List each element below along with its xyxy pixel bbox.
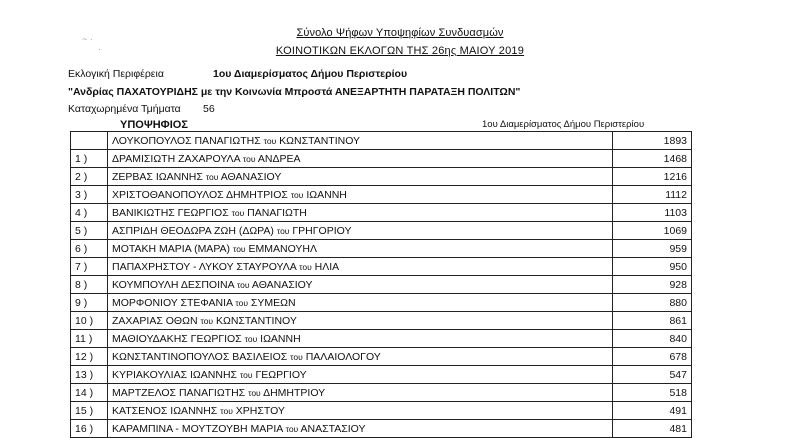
table-row xyxy=(71,366,692,384)
candidate-votes: 840 xyxy=(613,330,692,348)
of-word: του xyxy=(276,225,290,236)
candidate-name xyxy=(108,168,613,186)
candidate-father: ΕΜΜΑΝΟΥΗΛ xyxy=(248,242,318,255)
table-row xyxy=(71,240,692,258)
candidate-surname: ΑΣΠΡΙΔΗ ΘΕΟΔΩΡΑ ΖΩΗ (ΔΩΡΑ) xyxy=(112,224,274,237)
candidate-father: ΗΛΙΑ xyxy=(314,260,340,273)
candidate-father: ΙΩΑΝΝΗ xyxy=(260,332,301,345)
candidate-surname: ΖΑΧΑΡΙΑΣ ΟΘΩΝ xyxy=(112,314,198,327)
candidate-surname: ΒΑΝΙΚΙΩΤΗΣ ΓΕΩΡΓΙΟΣ xyxy=(112,206,229,219)
column-header-district: 1ου Διαμερίσματος Δήμου Περιστερίου xyxy=(482,119,645,130)
row-number: 14 ) xyxy=(71,384,108,402)
candidate-votes: 491 xyxy=(613,402,692,420)
row-number: 5 ) xyxy=(71,222,108,240)
candidate-name xyxy=(108,420,613,438)
table-row xyxy=(71,204,692,222)
table-row xyxy=(71,168,692,186)
candidate-votes: 678 xyxy=(613,348,692,366)
candidate-name xyxy=(108,222,613,240)
table-row xyxy=(71,348,692,366)
row-number: 13 ) xyxy=(71,366,108,384)
candidate-name xyxy=(108,402,613,420)
candidate-name xyxy=(108,258,613,276)
candidate-father: ΠΑΝΑΓΙΩΤΗ xyxy=(247,206,307,219)
row-number: 3 ) xyxy=(71,186,108,204)
candidate-father: ΑΘΑΝΑΣΙΟΥ xyxy=(251,278,313,291)
candidate-name xyxy=(108,240,613,258)
table-row xyxy=(71,222,692,240)
combination-name: "Ανδρίας ΠΑΧΑΤΟΥΡΙΔΗΣ με την Κοινωνία Μπροστά ΑΝΕΞΑΡΤΗΤΗ ΠΑΡΑΤΑΞΗ ΠΟΛΙΤΩΝ" xyxy=(68,86,521,98)
candidate-votes: 547 xyxy=(613,366,692,384)
of-word: του xyxy=(244,333,258,344)
candidate-surname: ΧΡΙΣΤΟΘΑΝΟΠΟΥΛΟΣ ΔΗΜΗΤΡΙΟΣ xyxy=(112,188,288,201)
table-row xyxy=(71,384,692,402)
candidate-father: ΓΡΗΓΟΡΙΟΥ xyxy=(292,224,352,237)
of-word: του xyxy=(263,135,277,146)
candidate-surname: ΔΡΑΜΙΣΙΩΤΗ ΖΑΧΑΡΟΥΛΑ xyxy=(112,152,240,165)
candidate-name xyxy=(108,312,613,330)
candidate-surname: ΛΟΥΚΟΠΟΥΛΟΣ ΠΑΝΑΓΙΩΤΗΣ xyxy=(112,134,261,147)
table-row xyxy=(71,294,692,312)
candidate-surname: ΚΩΝΣΤΑΝΤΙΝΟΠΟΥΛΟΣ ΒΑΣΙΛΕΙΟΣ xyxy=(112,350,288,363)
row-number: 1 ) xyxy=(71,150,108,168)
candidate-votes: 1216 xyxy=(613,168,692,186)
candidate-votes: 880 xyxy=(613,294,692,312)
candidate-name xyxy=(108,330,613,348)
candidate-surname: ΚΑΤΣΕΝΟΣ ΙΩΑΝΝΗΣ xyxy=(112,404,218,417)
margin-mark: ~ · xyxy=(82,34,93,44)
candidate-father: ΚΩΝΣΤΑΝΤΙΝΟΥ xyxy=(216,314,297,327)
candidate-votes: 1468 xyxy=(613,150,692,168)
document-title: Σύνολο Ψήφων Υποψηφίων Συνδυασμών xyxy=(296,27,504,39)
document-subtitle: ΚΟΙΝΟΤΙΚΩΝ ΕΚΛΟΓΩΝ ΤΗΣ 26ης ΜΑΙΟΥ 2019 xyxy=(275,45,525,57)
of-word: του xyxy=(242,153,256,164)
of-word: του xyxy=(200,315,214,326)
candidate-surname: ΠΑΠΑΧΡΗΣΤΟΥ - ΛΥΚΟΥ ΣΤΑΥΡΟΥΛΑ xyxy=(112,260,297,273)
row-number: 11 ) xyxy=(71,330,108,348)
candidate-father: ΚΩΝΣΤΑΝΤΙΝΟΥ xyxy=(279,134,361,147)
row-number: 16 ) xyxy=(71,420,108,438)
candidate-name xyxy=(108,348,613,366)
candidate-name xyxy=(108,150,613,168)
region-label: Εκλογική Περιφέρεια xyxy=(68,68,164,80)
candidate-name xyxy=(108,186,613,204)
of-word: του xyxy=(285,423,299,434)
sections-value: 56 xyxy=(203,103,215,115)
candidate-father: ΓΕΩΡΓΙΟΥ xyxy=(255,368,307,381)
region-value: 1ου Διαμερίσματος Δήμου Περιστερίου xyxy=(213,68,408,80)
candidate-father: ΔΗΜΗΤΡΙΟΥ xyxy=(263,386,326,399)
candidate-votes: 518 xyxy=(613,384,692,402)
row-number: 6 ) xyxy=(71,240,108,258)
table-row xyxy=(71,312,692,330)
results-table xyxy=(70,131,692,438)
of-word: του xyxy=(248,387,261,398)
of-word: του xyxy=(290,351,303,362)
of-word: του xyxy=(232,243,246,254)
of-word: του xyxy=(299,261,312,272)
candidate-votes: 481 xyxy=(613,420,692,438)
of-word: του xyxy=(235,297,248,308)
table-row xyxy=(71,186,692,204)
candidate-father: ΑΝΑΣΤΑΣΙΟΥ xyxy=(300,422,366,435)
candidate-name xyxy=(108,276,613,294)
column-header-candidate: ΥΠΟΨΗΦΙΟΣ xyxy=(120,119,188,131)
table-row xyxy=(71,276,692,294)
of-word: του xyxy=(220,405,233,416)
candidate-surname: ΖΕΡΒΑΣ ΙΩΑΝΝΗΣ xyxy=(112,170,203,183)
table-row xyxy=(71,330,692,348)
table-row xyxy=(71,402,692,420)
candidate-father: ΣΥΜΕΩΝ xyxy=(250,296,296,309)
row-number: 2 ) xyxy=(71,168,108,186)
row-number: 8 ) xyxy=(71,276,108,294)
candidate-surname: ΜΑΘΙΟΥΔΑΚΗΣ ΓΕΩΡΓΙΟΣ xyxy=(112,332,242,345)
candidate-votes: 861 xyxy=(613,312,692,330)
candidate-name xyxy=(108,384,613,402)
candidate-father: ΑΘΑΝΑΣΙΟΥ xyxy=(220,170,282,183)
row-number: 4 ) xyxy=(71,204,108,222)
candidate-votes: 1069 xyxy=(613,222,692,240)
candidate-votes: 950 xyxy=(613,258,692,276)
of-word: του xyxy=(290,189,304,200)
candidate-name xyxy=(108,294,613,312)
candidate-votes: 1112 xyxy=(613,186,692,204)
candidate-votes: 928 xyxy=(613,276,692,294)
candidate-surname: ΚΑΡΑΜΠΙΝΑ - ΜΟΥΤΖΟΥΒΗ ΜΑΡΙΑ xyxy=(112,422,283,435)
candidate-surname: ΜΑΡΤΖΕΛΟΣ ΠΑΝΑΓΙΩΤΗΣ xyxy=(112,386,246,399)
candidate-name xyxy=(108,204,613,222)
candidate-name xyxy=(108,366,613,384)
candidate-father: ΙΩΑΝΝΗ xyxy=(306,188,347,201)
candidate-surname: ΚΟΥΜΠΟΥΛΗ ΔΕΣΠΟΙΝΑ xyxy=(112,278,235,291)
candidate-father: ΧΡΗΣΤΟΥ xyxy=(235,404,285,417)
table-row xyxy=(71,150,692,168)
candidate-votes: 1103 xyxy=(613,204,692,222)
row-number: 10 ) xyxy=(71,312,108,330)
row-number: 15 ) xyxy=(71,402,108,420)
table-row xyxy=(71,258,692,276)
row-number: 9 ) xyxy=(71,294,108,312)
candidate-votes: 1893 xyxy=(613,132,692,150)
sections-label: Καταχωρημένα Τμήματα xyxy=(68,103,181,115)
table-row xyxy=(71,132,692,150)
candidate-surname: ΚΥΡΙΑΚΟΥΛΙΑΣ ΙΩΑΝΝΗΣ xyxy=(112,368,238,381)
candidate-father: ΑΝΔΡΕΑ xyxy=(257,152,301,165)
row-number: 12 ) xyxy=(71,348,108,366)
candidate-surname: ΜΟΡΦΟΝΙΟΥ ΣΤΕΦΑΝΙΑ xyxy=(112,296,233,309)
candidate-name xyxy=(108,132,613,150)
of-word: του xyxy=(231,207,245,218)
of-word: του xyxy=(205,171,219,182)
candidate-father: ΠΑΛΑΙΟΛΟΓΟΥ xyxy=(305,350,381,363)
row-number: 7 ) xyxy=(71,258,108,276)
table-row xyxy=(71,420,692,438)
of-word: του xyxy=(236,279,250,290)
candidate-votes: 959 xyxy=(613,240,692,258)
candidate-surname: ΜΟΤΑΚΗ ΜΑΡΙΑ (ΜΑΡΑ) xyxy=(112,242,231,255)
of-word: του xyxy=(239,369,253,380)
margin-mark: · xyxy=(98,44,101,54)
row-number xyxy=(71,132,108,150)
